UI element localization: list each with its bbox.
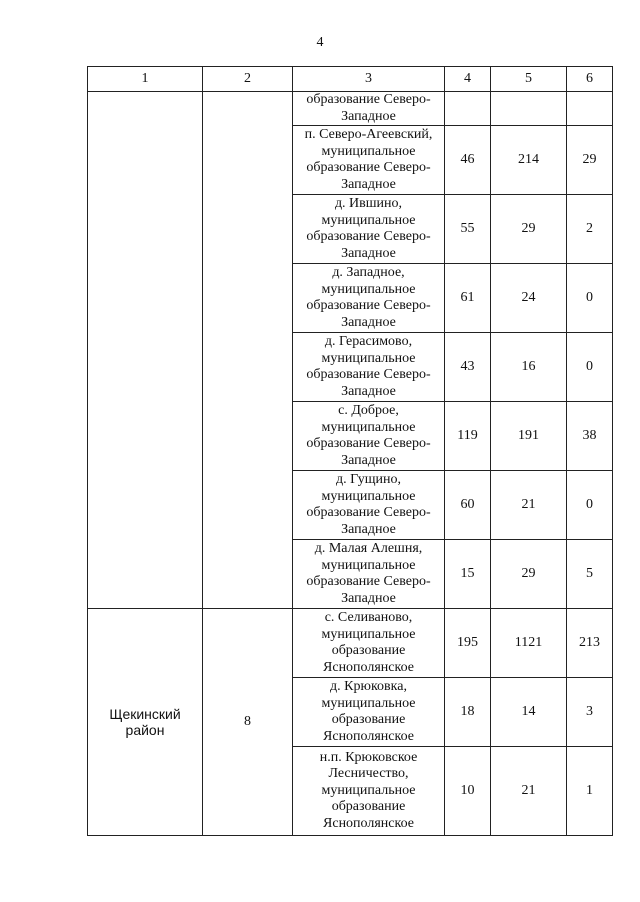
value-cell-6: 0 [567,471,613,540]
place-cell: д. Герасимово, муниципальное образование Северо-Западное [293,333,445,402]
code-cell [203,92,293,609]
value-cell-4: 15 [445,540,491,609]
header-cell-4: 4 [445,67,491,92]
data-table [87,66,613,836]
value-cell-4: 43 [445,333,491,402]
value-cell-6: 2 [567,195,613,264]
page-number: 4 [316,35,324,50]
place-cell: образование Северо-Западное [293,92,445,126]
value-cell-4: 46 [445,126,491,195]
value-cell-6 [567,92,613,126]
place-cell: н.п. Крюковское Лесничество, муниципальное образование Яснополянское [293,747,445,836]
header-cell-1: 1 [88,67,203,92]
value-cell-5: 16 [491,333,567,402]
value-cell-5: 29 [491,195,567,264]
value-cell-4: 55 [445,195,491,264]
value-cell-5 [491,92,567,126]
place-cell: д. Западное, муниципальное образование Северо-Западное [293,264,445,333]
table-row [88,609,613,678]
value-cell-6: 0 [567,333,613,402]
code-cell: 8 [203,609,293,836]
header-cell-6: 6 [567,67,613,92]
value-cell-4: 119 [445,402,491,471]
place-cell: д. Малая Алешня, муниципальное образование Северо-Западное [293,540,445,609]
district-cell [88,92,203,609]
value-cell-4: 18 [445,678,491,747]
value-cell-6: 1 [567,747,613,836]
value-cell-5: 29 [491,540,567,609]
header-cell-5: 5 [491,67,567,92]
value-cell-5: 21 [491,471,567,540]
place-cell: с. Селиваново, муниципальное образование Яснополянское [293,609,445,678]
district-cell: Щекинский район [88,609,203,836]
place-cell: с. Доброе, муниципальное образование Северо-Западное [293,402,445,471]
place-cell: д. Гущино, муниципальное образование Северо-Западное [293,471,445,540]
value-cell-5: 214 [491,126,567,195]
place-cell: п. Северо-Агеевский, муниципальное образование Северо-Западное [293,126,445,195]
value-cell-4: 61 [445,264,491,333]
value-cell-6: 38 [567,402,613,471]
header-cell-3: 3 [293,67,445,92]
value-cell-4: 60 [445,471,491,540]
value-cell-5: 191 [491,402,567,471]
value-cell-5: 1121 [491,609,567,678]
header-row [88,67,613,92]
value-cell-5: 24 [491,264,567,333]
value-cell-6: 5 [567,540,613,609]
place-cell: д. Крюковка, муниципальное образование Яснополянское [293,678,445,747]
value-cell-6: 3 [567,678,613,747]
value-cell-5: 14 [491,678,567,747]
place-cell: д. Ившино, муниципальное образование Северо-Западное [293,195,445,264]
table-row [88,92,613,126]
value-cell-4 [445,92,491,126]
value-cell-4: 10 [445,747,491,836]
value-cell-4: 195 [445,609,491,678]
value-cell-6: 213 [567,609,613,678]
value-cell-6: 29 [567,126,613,195]
value-cell-6: 0 [567,264,613,333]
value-cell-5: 21 [491,747,567,836]
header-cell-2: 2 [203,67,293,92]
